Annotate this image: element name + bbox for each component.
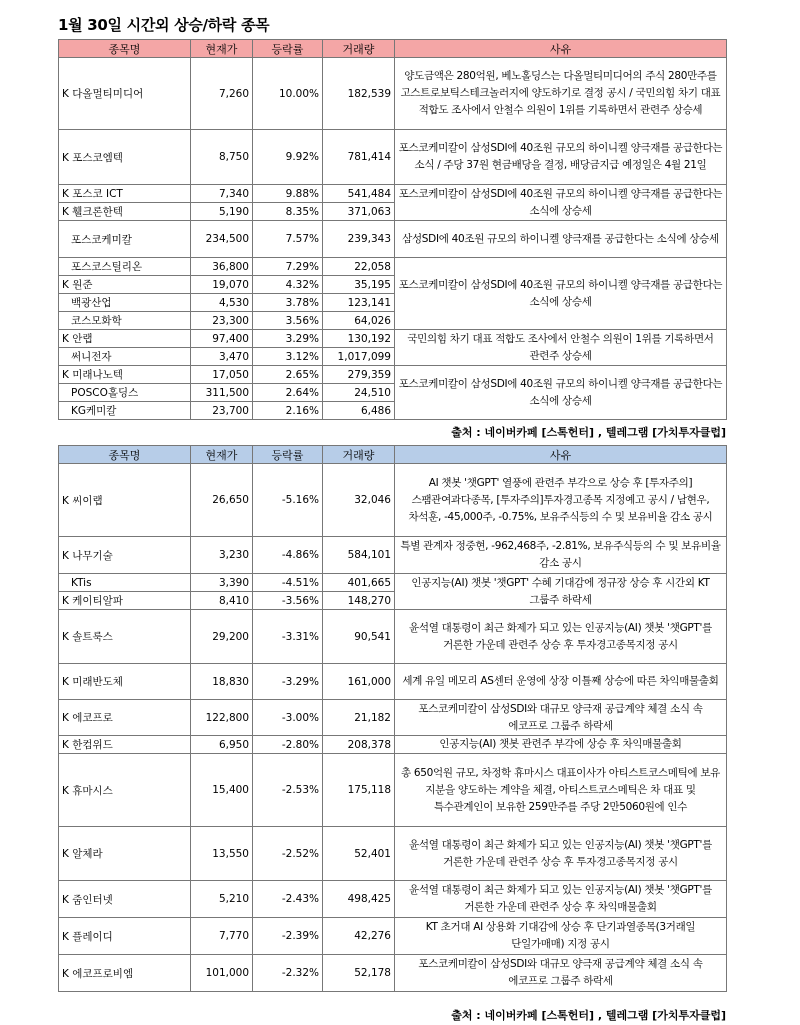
header-name: 종목명 [59,40,191,58]
header-name: 종목명 [59,446,191,464]
stock-price: 5,210 [191,881,253,918]
stock-reason: 포스코케미칼이 삼성SDI에 40조원 규모의 하이니켈 양극재를 공급한다는 소식에 상승세 [395,366,727,420]
stock-price: 6,950 [191,736,253,754]
stock-price: 101,000 [191,955,253,992]
stock-price: 3,390 [191,574,253,592]
stock-price: 7,770 [191,918,253,955]
table-row [59,185,727,203]
stock-reason: 인공지능(AI) 챗봇 관련주 부각에 상승 후 차익매물출회 [395,736,727,754]
stock-volume: 42,276 [323,918,395,955]
stock-change: -3.56% [253,592,323,610]
stock-price: 26,650 [191,464,253,537]
table-header-row [59,446,727,464]
stock-name: 포스코케미칼 [59,221,191,258]
stock-name: 백광산업 [59,294,191,312]
stock-volume: 208,378 [323,736,395,754]
stock-reason: 국민의힘 차기 대표 적합도 조사에서 안철수 의원이 1위를 기록하면서 관련주 상승세 [395,330,727,366]
stock-price: 311,500 [191,384,253,402]
stock-price: 97,400 [191,330,253,348]
stock-price: 122,800 [191,700,253,736]
stock-change: -3.00% [253,700,323,736]
stock-name: 코스모화학 [59,312,191,330]
table-row [59,918,727,955]
stock-change: 3.56% [253,312,323,330]
stock-name: POSCO홀딩스 [59,384,191,402]
stock-reason: AI 챗봇 '챗GPT' 열풍에 관련주 부각으로 상승 후 [투자주의] 스팸관여과다종목, [투자주의]투자경고종목 지정예고 공시 / 남현우, 차석훈, -45,000주, -0.75%, 보유주식등의 수 및 보유비율 감소 공시 [395,464,727,537]
stock-volume: 401,665 [323,574,395,592]
table-row [59,736,727,754]
table-header-row [59,40,727,58]
stock-reason: KT 초거대 AI 상용화 기대감에 상승 후 단기과열종목(3거래일 단일가매매) 지정 공시 [395,918,727,955]
stock-change: -3.31% [253,610,323,664]
stock-volume: 35,195 [323,276,395,294]
stock-volume: 6,486 [323,402,395,420]
stock-price: 23,300 [191,312,253,330]
stock-price: 29,200 [191,610,253,664]
stock-change: -2.39% [253,918,323,955]
stock-name: K 에코프로비엠 [59,955,191,992]
stock-price: 13,550 [191,827,253,881]
table-row [59,574,727,592]
stock-price: 3,230 [191,537,253,574]
stock-name: K 에코프로 [59,700,191,736]
stock-name: K 원준 [59,276,191,294]
stock-price: 17,050 [191,366,253,384]
table-row [59,464,727,537]
stock-reason: 포스코케미칼이 삼성SDI에 40조원 규모의 하이니켈 양극재를 공급한다는 소식에 상승세 [395,185,727,221]
stock-reason: 포스코케미칼이 삼성SDI에 40조원 규모의 하이니켈 양극재를 공급한다는 소식에 상승세 [395,258,727,330]
stock-change: 2.65% [253,366,323,384]
stock-name: K 안랩 [59,330,191,348]
stock-price: 3,470 [191,348,253,366]
stock-volume: 130,192 [323,330,395,348]
stock-volume: 161,000 [323,664,395,700]
table-row [59,664,727,700]
stock-price: 5,190 [191,203,253,221]
stock-price: 8,750 [191,130,253,185]
stock-name: 써니전자 [59,348,191,366]
stock-price: 8,410 [191,592,253,610]
stock-price: 234,500 [191,221,253,258]
stock-price: 4,530 [191,294,253,312]
source-credit: 출처 : 네이버카페 [스톡헌터] , 텔레그램 [가치투자클럽] [451,1009,726,1022]
stock-reason: 포스코케미칼이 삼성SDI에 40조원 규모의 하이니켈 양극재를 공급한다는 소식 / 주당 37원 현금배당을 결정, 배당금지급 예정일은 4월 21일 [395,130,727,185]
stock-price: 7,340 [191,185,253,203]
stock-reason: 총 650억원 규모, 차정학 휴마시스 대표이사가 아티스트코스메틱에 보유 지분을 양도하는 계약을 체결, 아티스트코스메틱은 차 대표 및 특수관계인이 보유한 259만주를 주당 2만5060원에 인수 [395,754,727,827]
stock-change: -4.86% [253,537,323,574]
table-row [59,258,727,276]
stock-reason: 삼성SDI에 40조원 규모의 하이니켈 양극재를 공급한다는 소식에 상승세 [395,221,727,258]
stock-change: 4.32% [253,276,323,294]
stock-name: K 알체라 [59,827,191,881]
table-row [59,881,727,918]
stock-volume: 541,484 [323,185,395,203]
header-reason: 사유 [395,446,727,464]
stock-name: K 줌인터넷 [59,881,191,918]
stock-change: 10.00% [253,58,323,130]
stock-name: K 다올멀티미디어 [59,58,191,130]
stock-change: 2.16% [253,402,323,420]
stock-name: K 휄크론한텍 [59,203,191,221]
stock-change: 9.92% [253,130,323,185]
header-volume: 거래량 [323,446,395,464]
stock-change: -3.29% [253,664,323,700]
stock-volume: 52,178 [323,955,395,992]
stock-reason: 특별 관계자 정중현, -962,468주, -2.81%, 보유주식등의 수 및 보유비율 감소 공시 [395,537,727,574]
stock-name: K 포스코엠텍 [59,130,191,185]
stock-volume: 371,063 [323,203,395,221]
table-row [59,700,727,736]
stock-volume: 32,046 [323,464,395,537]
header-reason: 사유 [395,40,727,58]
stock-volume: 279,359 [323,366,395,384]
stock-name: K 한컴위드 [59,736,191,754]
table-row [59,537,727,574]
stock-change: 3.12% [253,348,323,366]
stock-volume: 182,539 [323,58,395,130]
stock-reason: 포스코케미칼이 삼성SDI와 대규모 양극재 공급계약 체결 소식 속 에코프로 그룹주 하락세 [395,955,727,992]
stock-name: K 미래반도체 [59,664,191,700]
stock-change: -2.43% [253,881,323,918]
stock-change: -5.16% [253,464,323,537]
stock-price: 19,070 [191,276,253,294]
stock-change: 8.35% [253,203,323,221]
stock-name: K 플레이디 [59,918,191,955]
stock-volume: 1,017,099 [323,348,395,366]
stock-price: 7,260 [191,58,253,130]
stock-volume: 584,101 [323,537,395,574]
stock-name: K 나무기술 [59,537,191,574]
header-change: 등락률 [253,40,323,58]
table-row [59,58,727,130]
stock-reason: 양도금액은 280억원, 베노홀딩스는 다올멀티미디어의 주식 280만주를 고스트로보틱스테크놀러지에 양도하기로 결정 공시 / 국민의힘 차기 대표 적합도 조사에서 안철수 의원이 1위를 기록하면서 관련주 상승세 [395,58,727,130]
table-row [59,754,727,827]
stock-volume: 24,510 [323,384,395,402]
stock-reason: 윤석열 대통령이 최근 화제가 되고 있는 인공지능(AI) 챗봇 '챗GPT'를 거론한 가운데 관련주 상승 후 투자경고종목지정 공시 [395,610,727,664]
stock-reason: 윤석열 대통령이 최근 화제가 되고 있는 인공지능(AI) 챗봇 '챗GPT'를 거론한 가운데 관련주 상승 후 차익매물출회 [395,881,727,918]
table-row [59,610,727,664]
stock-reason: 인공지능(AI) 챗봇 '챗GPT' 수혜 기대감에 정규장 상승 후 시간외 KT 그룹주 하락세 [395,574,727,610]
table-row [59,221,727,258]
stock-volume: 21,182 [323,700,395,736]
table-row [59,330,727,348]
stock-change: 3.29% [253,330,323,348]
stock-name: K 솔트룩스 [59,610,191,664]
stock-change: -4.51% [253,574,323,592]
stock-volume: 781,414 [323,130,395,185]
table-row [59,827,727,881]
stock-volume: 148,270 [323,592,395,610]
stock-change: 3.78% [253,294,323,312]
rising-stocks-table [58,39,727,420]
stock-reason: 윤석열 대통령이 최근 화제가 되고 있는 인공지능(AI) 챗봇 '챗GPT'를 거론한 가운데 관련주 상승 후 투자경고종목지정 공시 [395,827,727,881]
stock-name: 포스코스틸리온 [59,258,191,276]
table-row [59,955,727,992]
stock-price: 18,830 [191,664,253,700]
stock-name: KG케미칼 [59,402,191,420]
stock-change: -2.53% [253,754,323,827]
stock-change: -2.32% [253,955,323,992]
page-title: 1월 30일 시간외 상승/하락 종목 [58,16,270,34]
stock-change: 7.57% [253,221,323,258]
stock-volume: 123,141 [323,294,395,312]
stock-price: 15,400 [191,754,253,827]
falling-stocks-table [58,445,727,992]
stock-name: K 케이티알파 [59,592,191,610]
stock-volume: 239,343 [323,221,395,258]
header-price: 현재가 [191,40,253,58]
stock-name: K 씨이랩 [59,464,191,537]
stock-change: 7.29% [253,258,323,276]
stock-volume: 52,401 [323,827,395,881]
header-volume: 거래량 [323,40,395,58]
stock-change: 2.64% [253,384,323,402]
stock-volume: 64,026 [323,312,395,330]
stock-reason: 포스코케미칼이 삼성SDI와 대규모 양극재 공급계약 체결 소식 속 에코프로 그룹주 하락세 [395,700,727,736]
stock-name: K 휴마시스 [59,754,191,827]
table-row [59,130,727,185]
stock-volume: 22,058 [323,258,395,276]
stock-volume: 498,425 [323,881,395,918]
stock-price: 36,800 [191,258,253,276]
header-change: 등락률 [253,446,323,464]
stock-name: K 미래나노텍 [59,366,191,384]
stock-price: 23,700 [191,402,253,420]
stock-volume: 175,118 [323,754,395,827]
stock-name: K 포스코 ICT [59,185,191,203]
header-price: 현재가 [191,446,253,464]
table-row [59,366,727,384]
stock-name: KTis [59,574,191,592]
stock-change: -2.80% [253,736,323,754]
stock-volume: 90,541 [323,610,395,664]
stock-change: -2.52% [253,827,323,881]
source-credit: 출처 : 네이버카페 [스톡헌터] , 텔레그램 [가치투자클럽] [451,426,726,439]
stock-change: 9.88% [253,185,323,203]
stock-reason: 세계 유일 메모리 AS센터 운영에 상장 이틀째 상승에 따른 차익매물출회 [395,664,727,700]
